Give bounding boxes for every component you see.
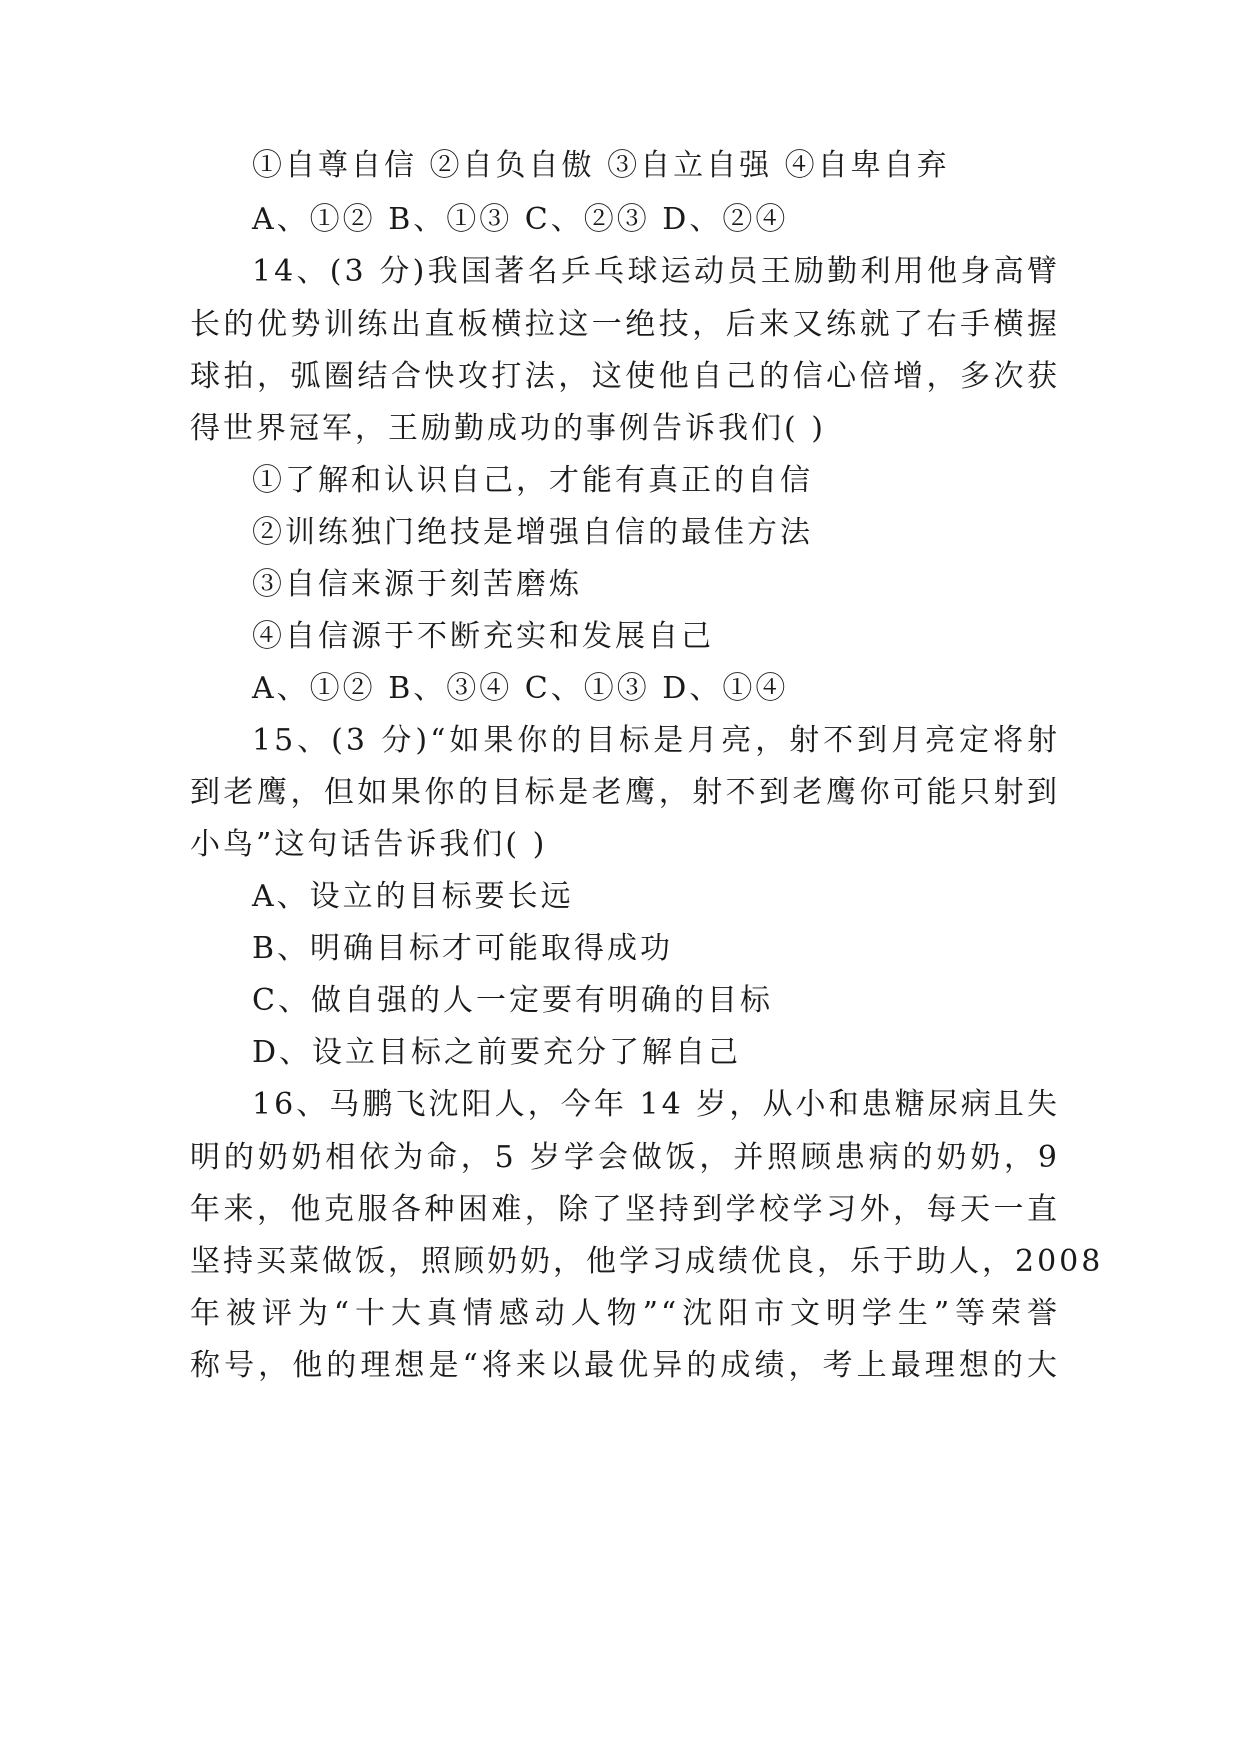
q13-options-line: ①自尊自信 ②自负自傲 ③自立自强 ④自卑自弃 — [252, 148, 950, 183]
q14-stem-line-3: 球拍，弧圈结合快攻打法，这使他自己的信心倍增，多次获 — [190, 359, 1060, 394]
q15-option-b: B、明确目标才可能取得成功 — [252, 931, 674, 966]
q15-option-d: D、设立目标之前要充分了解自己 — [252, 1035, 742, 1070]
q16-stem-line-6: 称号，他的理想是“将来以最优异的成绩，考上最理想的大 — [190, 1348, 1060, 1383]
q15-option-c: C、做自强的人一定要有明确的目标 — [252, 983, 773, 1018]
q14-statement-2: ②训练独门绝技是增强自信的最佳方法 — [252, 515, 813, 550]
q15-stem-line-3: 小鸟”这句话告诉我们( ) — [190, 827, 548, 862]
q14-answer-choices: A、①② B、③④ C、①③ D、①④ — [252, 671, 789, 706]
q15-option-a: A、设立的目标要长远 — [252, 879, 574, 914]
q14-statement-4: ④自信源于不断充实和发展自己 — [252, 619, 714, 654]
q14-stem-line-1: 14、(3 分)我国著名乒乓球运动员王励勤利用他身高臂 — [252, 254, 1060, 289]
q16-stem-line-3: 年来，他克服各种困难，除了坚持到学校学习外，每天一直 — [190, 1192, 1060, 1227]
q14-statement-3: ③自信来源于刻苦磨炼 — [252, 567, 582, 602]
q16-stem-line-4: 坚持买菜做饭，照顾奶奶，他学习成绩优良，乐于助人，2008 — [190, 1244, 1104, 1279]
q14-stem-line-4: 得世界冠军，王励勤成功的事例告诉我们( ) — [190, 411, 826, 446]
q14-stem-line-2: 长的优势训练出直板横拉这一绝技，后来又练就了右手横握 — [190, 307, 1060, 342]
q15-stem-line-2: 到老鹰，但如果你的目标是老鹰，射不到老鹰你可能只射到 — [190, 775, 1060, 810]
q16-stem-line-5: 年被评为“十大真情感动人物”“沈阳市文明学生”等荣誉 — [190, 1296, 1060, 1331]
q15-stem-line-1: 15、(3 分)“如果你的目标是月亮，射不到月亮定将射 — [252, 723, 1060, 758]
q13-answer-choices: A、①② B、①③ C、②③ D、②④ — [252, 202, 789, 237]
q16-stem-line-2: 明的奶奶相依为命，5 岁学会做饭，并照顾患病的奶奶，9 — [190, 1140, 1060, 1175]
q14-statement-1: ①了解和认识自己，才能有真正的自信 — [252, 463, 813, 498]
q16-stem-line-1: 16、马鹏飞沈阳人，今年 14 岁，从小和患糖尿病且失 — [252, 1087, 1060, 1122]
